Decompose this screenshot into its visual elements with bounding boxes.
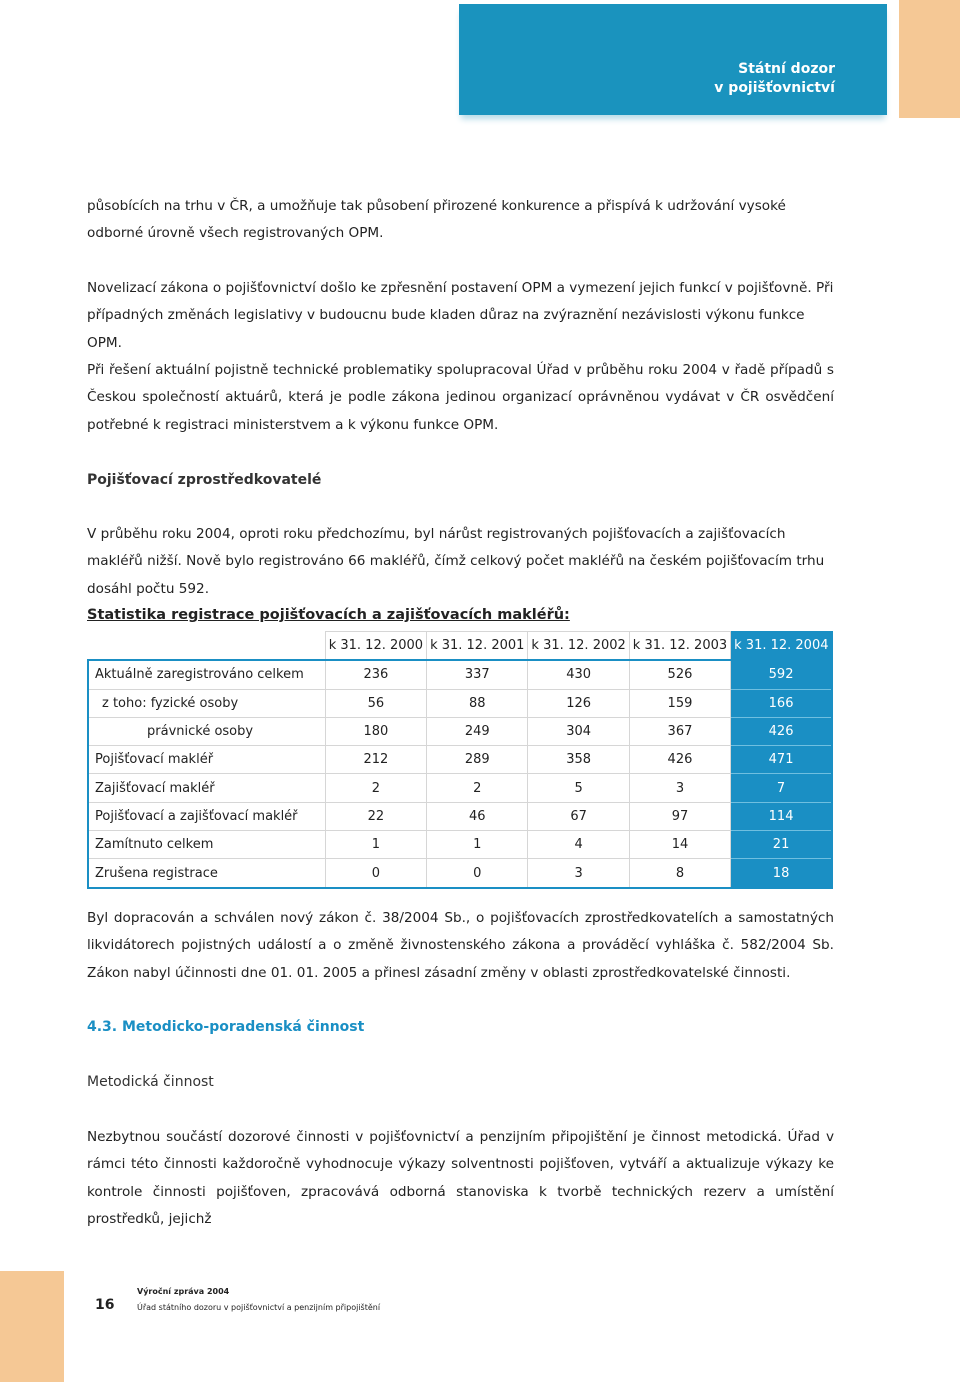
row-label: Zrušena registrace (88, 859, 325, 888)
heading-zprostredkovatele: Pojišťovací zprostředkovatelé (87, 472, 322, 488)
cell-value: 304 (528, 717, 629, 745)
cell-value: 22 (325, 802, 426, 830)
section-heading-4-3: 4.3. Metodicko-poradenská činnost (87, 1019, 365, 1035)
column-header: k 31. 12. 2002 (528, 632, 629, 661)
paragraph-3: Při řešení aktuální pojistně technické problematiky spolupracoval Úřad v průběhu roku 2004 v řadě případů s Českou společností aktuárů, která je podle zákona jedinou organizací oprávněnou vydávat v ČR osvědčení potřebné k registraci ministerstvem a k výkonu funkce OPM. (87, 362, 834, 433)
cell-value: 337 (427, 660, 528, 689)
table-row (88, 660, 832, 689)
cell-value: 526 (629, 660, 730, 689)
cell-value-highlighted: 7 (731, 774, 832, 802)
table-row (88, 746, 832, 774)
cell-value: 14 (629, 831, 730, 859)
cell-value-highlighted: 592 (731, 660, 832, 689)
subheading-metodicka: Metodická činnost (87, 1074, 214, 1090)
cell-value: 212 (325, 746, 426, 774)
section-header-banner (459, 4, 887, 115)
column-header: k 31. 12. 2003 (629, 632, 730, 661)
cell-value: 2 (325, 774, 426, 802)
cell-value-highlighted: 471 (731, 746, 832, 774)
registration-stats-table (87, 631, 833, 889)
row-label: Aktuálně zaregistrováno celkem (88, 660, 325, 689)
table-title: Statistika registrace pojišťovacích a zajišťovacích makléřů: (87, 607, 570, 623)
row-label: Zajišťovací makléř (88, 774, 325, 802)
table-row (88, 717, 832, 745)
cell-value: 126 (528, 689, 629, 717)
cell-value: 236 (325, 660, 426, 689)
paragraph-2: Novelizací zákona o pojišťovnictví došlo ke zpřesnění postavení OPM a vymezení jejich funkcí v pojišťovně. Při případných změnách legislativy v budoucnu bude kladen důraz na zvýraznění nezávislosti výkonu funkce OPM. (87, 280, 834, 351)
cell-value: 8 (629, 859, 730, 888)
corner-decoration-top (899, 0, 960, 118)
paragraph-6: Nezbytnou součástí dozorové činnosti v pojišťovnictví a penzijním připojištění je činnost metodická. Úřad v rámci této činnosti každoročně vyhodnocuje výkazy solventnosti pojišťoven, vytváří a aktualizuje výkazy ke kontrole činnosti pojišťoven, zpracovává odborná stanoviska k tvorbě technických rezerv a umístění prostředků, jejichž (87, 1129, 834, 1227)
cell-value: 56 (325, 689, 426, 717)
cell-value: 180 (325, 717, 426, 745)
cell-value-highlighted: 426 (731, 717, 832, 745)
paragraph-5: Byl dopracován a schválen nový zákon č. 38/2004 Sb., o pojišťovacích zprostředkovatelích a samostatných likvidátorech pojistných událostí a o změně živnostenského zákona a prováděcí vyhláška č. 582/2004 Sb. Zákon nabyl účinnosti dne 01. 01. 2005 a přinesl zásadní změny v oblasti zprostředkovatelské činnosti. (87, 910, 834, 981)
cell-value: 249 (427, 717, 528, 745)
row-label: právnické osoby (88, 717, 325, 745)
paragraph-1: působících na trhu v ČR, a umožňuje tak působení přirozené konkurence a přispívá k udržování vysoké odborné úrovně všech registrovaných OPM. (87, 198, 786, 242)
cell-value: 358 (528, 746, 629, 774)
cell-value-highlighted: 166 (731, 689, 832, 717)
column-header: k 31. 12. 2001 (427, 632, 528, 661)
cell-value: 430 (528, 660, 629, 689)
cell-value: 1 (427, 831, 528, 859)
section-header-line2: v pojišťovnictví (714, 80, 835, 96)
column-header: k 31. 12. 2000 (325, 632, 426, 661)
column-header-highlighted: k 31. 12. 2004 (731, 632, 832, 661)
table-header-row (88, 632, 832, 661)
section-header-text (714, 60, 835, 98)
table-header-empty (88, 632, 325, 661)
cell-value: 2 (427, 774, 528, 802)
cell-value: 1 (325, 831, 426, 859)
table-row (88, 802, 832, 830)
cell-value: 367 (629, 717, 730, 745)
cell-value: 159 (629, 689, 730, 717)
footer-subtitle: Úřad státního dozoru v pojišťovnictví a penzijním připojištění (137, 1303, 381, 1312)
table-row (88, 774, 832, 802)
cell-value: 97 (629, 802, 730, 830)
footer-title: Výroční zpráva 2004 (137, 1287, 230, 1296)
corner-decoration-bottom (0, 1271, 64, 1382)
cell-value: 289 (427, 746, 528, 774)
page-number: 16 (95, 1297, 115, 1313)
cell-value: 0 (427, 859, 528, 888)
cell-value: 3 (528, 859, 629, 888)
cell-value: 4 (528, 831, 629, 859)
cell-value: 88 (427, 689, 528, 717)
row-label: Zamítnuto celkem (88, 831, 325, 859)
table-row (88, 689, 832, 717)
table-row (88, 859, 832, 888)
cell-value: 5 (528, 774, 629, 802)
cell-value-highlighted: 18 (731, 859, 832, 888)
cell-value-highlighted: 114 (731, 802, 832, 830)
table-row (88, 831, 832, 859)
row-label: Pojišťovací a zajišťovací makléř (88, 802, 325, 830)
paragraph-4: V průběhu roku 2004, oproti roku předchozímu, byl nárůst registrovaných pojišťovacích a zajišťovacích makléřů nižší. Nově bylo registrováno 66 makléřů, čímž celkový počet makléřů na českém pojišťovacím trhu dosáhl počtu 592. (87, 526, 825, 597)
row-label: Pojišťovací makléř (88, 746, 325, 774)
cell-value: 426 (629, 746, 730, 774)
cell-value: 0 (325, 859, 426, 888)
cell-value-highlighted: 21 (731, 831, 832, 859)
cell-value: 3 (629, 774, 730, 802)
row-label: z toho: fyzické osoby (88, 689, 325, 717)
cell-value: 67 (528, 802, 629, 830)
cell-value: 46 (427, 802, 528, 830)
section-header-line1: Státní dozor (738, 61, 835, 77)
